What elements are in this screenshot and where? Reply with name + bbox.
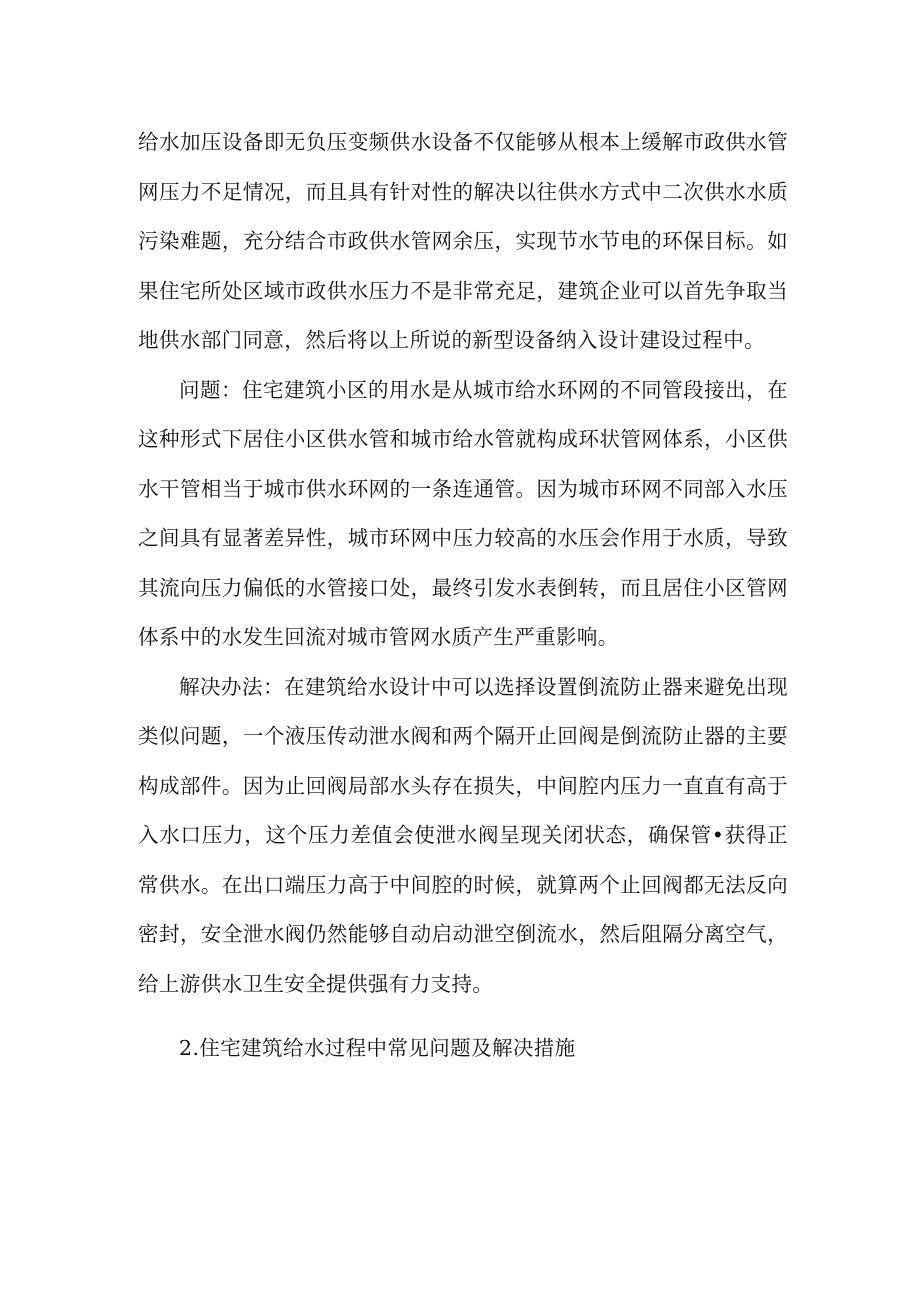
paragraph-problem: 问题：住宅建筑小区的用水是从城市给水环网的不同管段接出，在这种形式下居住小区供水管和城市给水管就构成环状管网体系，小区供水干管相当于城市供水环网的一条连通管。因为城市环网不同部入水压之间具有显著差异性，城市环网中压力较高的水压会作用于水质，导致其流向压力偏低的水管接口处，最终引发水表倒转，而且居住小区管网体系中的水发生回流对城市管网水质产生严重影响。 — [138, 377, 788, 649]
section-heading: 2.住宅建筑给水过程中常见问题及解决措施 — [179, 1036, 576, 1060]
paragraph-supply-equipment: 给水加压设备即无负压变频供水设备不仅能够从根本上缓解市政供水管网压力不足情况，而且具有针对性的解决以往供水方式中二次供水水质污染难题，充分结合市政供水管网余压，实现节水节电的环保目标。如果住宅所处区域市政供水压力不是非常充足，建筑企业可以首先争取当地供水部门同意，然后将以上所说的新型设备纳入设计建设过程中。 — [138, 130, 788, 352]
document-body — [138, 118, 788, 1074]
paragraph-solution: 解决办法：在建筑给水设计中可以选择设置倒流防止器来避免出现类似问题，一个液压传动泄水阀和两个隔开止回阀是倒流防止器的主要构成部件。因为止回阀局部水头存在损失，中间腔内压力一直直有高于入水口压力，这个压力差值会使泄水阀呈现关闭状态，确保管•获得正常供水。在出口端压力高于中间腔的时候，就算两个止回阀都无法反向密封，安全泄水阀仍然能够自动启动泄空倒流水，然后阻隔分离空气，给上游供水卫生安全提供强有力支持。 — [138, 674, 788, 996]
